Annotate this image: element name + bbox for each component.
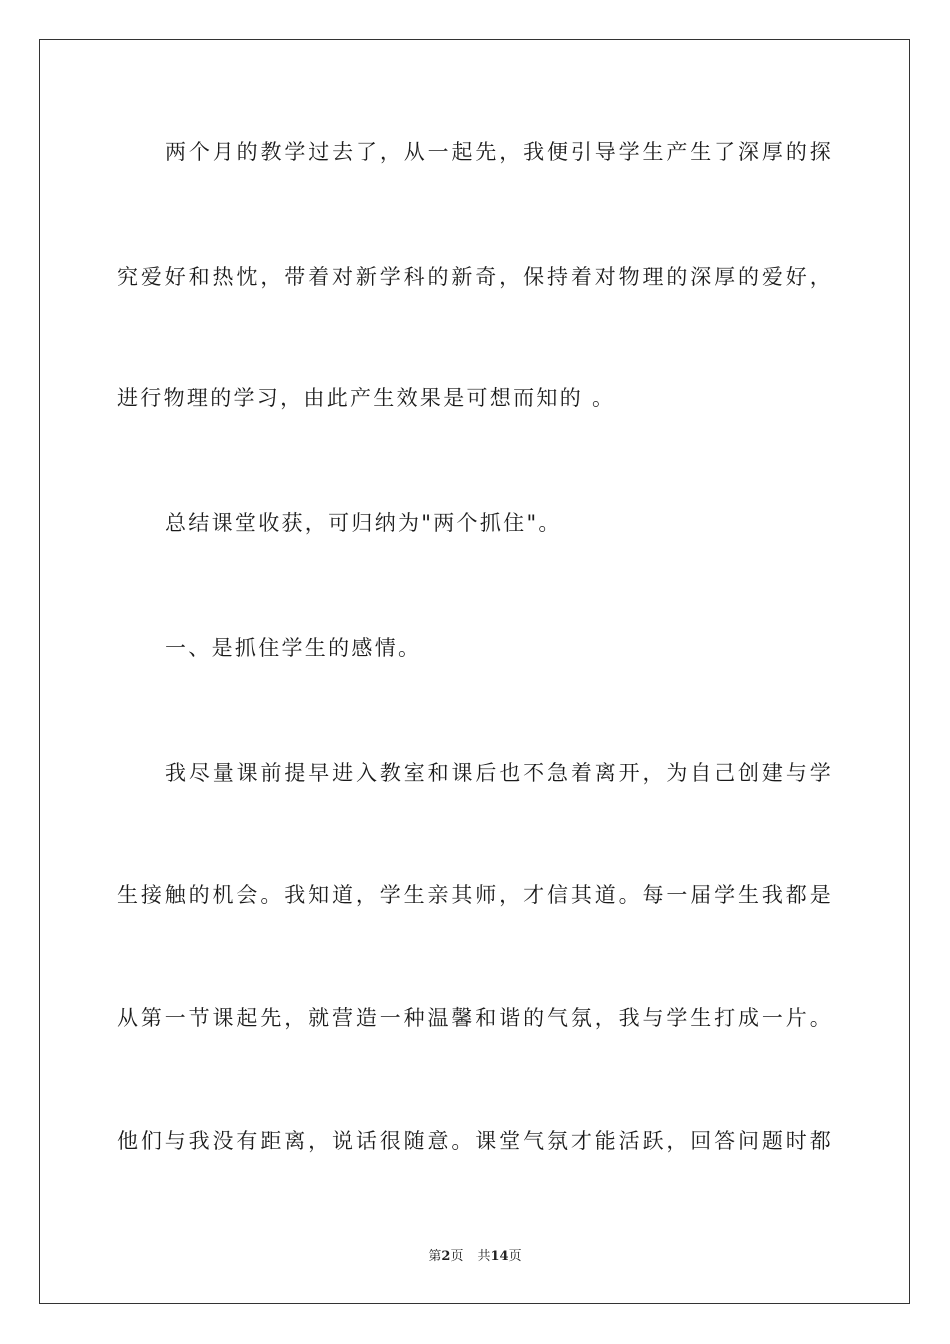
text-line-8: 从第一节课起先，就营造一种温馨和谐的气氛，我与学生打成一片。 (117, 1006, 833, 1030)
footer-page-suffix: 页 (450, 1249, 464, 1264)
footer-total-pages: 14 (490, 1249, 509, 1264)
footer-total-suffix: 页 (508, 1249, 522, 1264)
text-line-3: 进行物理的学习，由此产生效果是可想而知的 。 (117, 386, 616, 410)
text-line-2: 究爱好和热忱，带着对新学科的新奇，保持着对物理的深厚的爱好， (117, 265, 833, 289)
text-line-1: 两个月的教学过去了，从一起先，我便引导学生产生了深厚的探 (165, 140, 833, 164)
footer-total-prefix: 共 (477, 1249, 491, 1264)
page-footer (0, 1245, 950, 1264)
page-border (39, 39, 910, 1304)
text-line-6: 我尽量课前提早进入教室和课后也不急着离开，为自己创建与学 (165, 761, 833, 785)
footer-page-prefix: 第 (428, 1249, 442, 1264)
text-line-7: 生接触的机会。我知道，学生亲其师，才信其道。每一届学生我都是 (117, 883, 833, 907)
footer-page-number: 2 (441, 1249, 451, 1264)
text-line-4: 总结课堂收获，可归纳为"两个抓住"。 (165, 511, 562, 535)
text-line-5: 一、是抓住学生的感情。 (165, 636, 422, 660)
text-line-9: 他们与我没有距离，说话很随意。课堂气氛才能活跃，回答问题时都 (117, 1129, 833, 1153)
